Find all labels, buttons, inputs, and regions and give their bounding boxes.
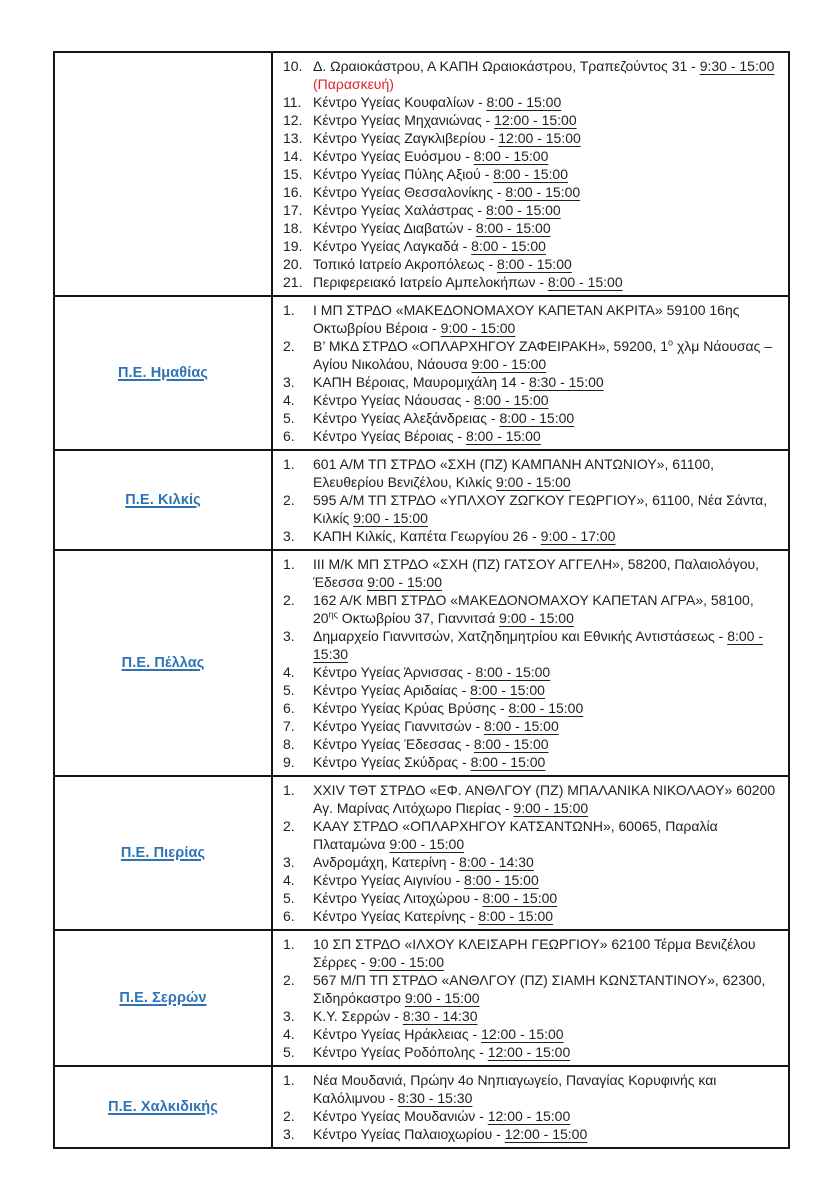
list-item-text: [313, 971, 782, 1007]
item-text: Ι ΜΠ ΣΤΡΔΟ «ΜΑΚΕΔΟΝΟΜΑΧΟΥ ΚΑΠΕΤΑΝ ΑΚΡΙΤΑ» 59100 16ης Οκτωβρίου Βέροια -: [313, 302, 740, 336]
item-text: Κέντρο Υγείας Διαβατών -: [313, 220, 476, 236]
list-item-text: [313, 183, 782, 201]
item-hours: 9:30 - 15:00: [699, 58, 775, 74]
item-hours: 8:00 - 15:00: [473, 392, 549, 408]
item-hours: 8:30 - 15:00: [528, 374, 604, 390]
item-hours: 8:00 - 15:00: [482, 890, 558, 906]
list-item-text: [313, 1043, 782, 1061]
vaccination-sites-schedule-table: [53, 51, 790, 1149]
table-row: [54, 930, 789, 1066]
list-item-text: [313, 455, 782, 491]
item-hours: 8:00 - 15:00: [499, 410, 575, 426]
item-superscript: ης: [328, 609, 338, 620]
locations-cell: [272, 52, 789, 296]
list-item: [283, 527, 782, 545]
list-item-number: 3.: [283, 374, 295, 390]
list-item-text: [313, 717, 782, 735]
list-item-number: 11.: [283, 94, 302, 110]
list-item: [283, 871, 782, 889]
region-label: Π.Ε. Κιλκίς: [125, 492, 201, 508]
list-item-text: [313, 391, 782, 409]
item-text: Κέντρο Υγείας Πύλης Αξιού -: [313, 166, 494, 182]
item-hours: 9:00 - 15:00: [513, 800, 589, 816]
item-text: XXIV ΤΘΤ ΣΤΡΔΟ «ΕΦ. ΑΝΘΛΓΟΥ (ΠΖ) ΜΠΑΛΑΝΙΚΑ ΝΙΚΟΛΑΟΥ» 60200 Αγ. Μαρίνας Λιτόχωρο Πιερίας -: [313, 782, 776, 816]
item-text: Κέντρο Υγείας Μουδανιών -: [313, 1108, 488, 1124]
item-text: Δ. Ωραιοκάστρου, Α ΚΑΠΗ Ωραιοκάστρου, Τραπεζούντος 31 -: [313, 58, 700, 74]
item-text: Β’ ΜΚΔ ΣΤΡΔΟ «ΟΠΛΑΡΧΗΓΟΥ ΖΑΦΕΙΡΑΚΗ», 59200, 1: [313, 338, 669, 354]
list-item-number: 8.: [283, 736, 295, 752]
locations-cell: [272, 296, 789, 450]
list-item-text: [313, 491, 782, 527]
list-item: [283, 781, 782, 817]
list-item-text: [313, 555, 782, 591]
list-item-number: 17.: [283, 202, 303, 218]
list-item: [283, 491, 782, 527]
list-item: [283, 1043, 782, 1061]
item-text: Τοπικό Ιατρείο Ακροπόλεως -: [313, 256, 498, 272]
item-hours: 8:00 - 15:00: [473, 736, 549, 752]
item-hours: 12:00 - 15:00: [498, 130, 581, 146]
list-item-text: [313, 427, 782, 445]
item-text: Νέα Μουδανιά, Πρώην 4ο Νηπιαγωγείο, Παναγίας Κορυφινής και Καλόλιμνου -: [313, 1072, 717, 1106]
list-item-number: 1.: [283, 556, 295, 572]
region-label: Π.Ε. Ημαθίας: [117, 365, 208, 381]
list-item-number: 10.: [283, 58, 303, 74]
list-item-text: [313, 111, 782, 129]
item-hours: 12:00 - 15:00: [494, 112, 577, 128]
list-item-number: 1.: [283, 782, 295, 798]
item-text: Κ.Υ. Σερρών -: [313, 1008, 403, 1024]
list-item-text: [313, 219, 782, 237]
list-item-text: [313, 1107, 782, 1125]
item-hours: 9:00 - 15:00: [369, 954, 444, 970]
item-hours: 8:00 - 15:00: [475, 664, 551, 680]
item-hours: 8:00 - 15:00: [470, 754, 546, 770]
list-item: [283, 183, 782, 201]
list-item: [283, 935, 782, 971]
list-item: [283, 627, 782, 663]
list-item-number: 3.: [283, 528, 295, 544]
list-item-text: [313, 301, 782, 337]
region-cell: [54, 930, 272, 1066]
item-hours: 8:00 - 15:00: [473, 148, 549, 164]
table-row: [54, 450, 789, 550]
item-text: Κέντρο Υγείας Αλεξάνδρειας -: [313, 410, 500, 426]
item-text: ΙΙΙ Μ/Κ ΜΠ ΣΤΡΔΟ «ΣΧΗ (ΠΖ) ΓΑΤΣΟΥ ΑΓΓΕΛΗ», 58200, Παλαιολόγου, Έδεσσα: [313, 556, 760, 590]
region-cell: [54, 1066, 272, 1148]
list-item-number: 3.: [283, 1126, 295, 1142]
list-item-number: 9.: [283, 754, 295, 770]
list-item-text: [313, 527, 782, 545]
item-superscript: ο: [668, 337, 674, 348]
list-item-text: [313, 817, 782, 853]
list-item-number: 5.: [283, 410, 295, 426]
list-item-text: [313, 591, 782, 627]
list-item: [283, 111, 782, 129]
item-text: Κέντρο Υγείας Λιτοχώρου -: [313, 890, 483, 906]
list-item-text: [313, 781, 782, 817]
item-text: Κέντρο Υγείας Κρύας Βρύσης -: [313, 700, 509, 716]
item-text: Κέντρο Υγείας Αριδαίας -: [313, 682, 471, 698]
item-hours: 8:00 - 15:00: [470, 682, 545, 698]
list-item-number: 5.: [283, 890, 295, 906]
list-item-number: 13.: [283, 130, 303, 146]
item-text: Κέντρο Υγείας Θεσσαλονίκης -: [313, 184, 506, 200]
list-item-text: [313, 663, 782, 681]
region-cell: [54, 776, 272, 930]
region-cell: [54, 550, 272, 776]
item-note-red: (Παρασκευή): [313, 76, 394, 92]
region-label: Π.Ε. Χαλκιδικής: [108, 1099, 218, 1115]
locations-cell: [272, 550, 789, 776]
item-text: 601 Α/Μ ΤΠ ΣΤΡΔΟ «ΣΧΗ (ΠΖ) ΚΑΜΠΑΝΗ ΑΝΤΩΝΙΟΥ», 61100, Ελευθερίου Βενιζέλου, Κιλκίς: [313, 456, 715, 490]
list-item-text: [313, 273, 782, 291]
list-item: [283, 337, 782, 373]
list-item-text: [313, 699, 782, 717]
list-item-text: [313, 201, 782, 219]
item-text: Κέντρο Υγείας Παλαιοχωρίου -: [313, 1126, 505, 1142]
item-text: Κέντρο Υγείας Κατερίνης -: [313, 908, 479, 924]
list-item: [283, 373, 782, 391]
table-row: [54, 776, 789, 930]
list-item-number: 1.: [283, 936, 295, 952]
item-hours: 9:00 - 15:00: [389, 836, 465, 852]
locations-cell: [272, 930, 789, 1066]
item-hours: 9:00 - 15:00: [353, 510, 428, 526]
list-item-number: 18.: [283, 220, 303, 236]
list-item-text: [313, 871, 782, 889]
list-item-number: 4.: [283, 392, 295, 408]
list-item: [283, 129, 782, 147]
list-item-number: 2.: [283, 338, 295, 354]
item-text: 10 ΣΠ ΣΤΡΔΟ «ΙΛΧΟΥ ΚΛΕΙΣΑΡΗ ΓΕΩΡΓΙΟΥ» 62100 Τέρμα Βενιζέλου Σέρρες -: [313, 936, 756, 970]
item-text: Κέντρο Υγείας Γιαννιτσών -: [313, 718, 485, 734]
list-item: [283, 165, 782, 183]
list-item-number: 2.: [283, 972, 295, 988]
list-item: [283, 273, 782, 291]
list-item-text: [313, 735, 782, 753]
list-item-number: 6.: [283, 428, 295, 444]
list-item-number: 14.: [283, 148, 303, 164]
item-hours: 8:00 - 15:00: [471, 238, 546, 254]
list-item-number: 5.: [283, 1044, 295, 1060]
item-hours: 8:00 - 15:00: [547, 274, 623, 290]
list-item-text: [313, 337, 782, 373]
list-item: [283, 889, 782, 907]
list-item: [283, 255, 782, 273]
locations-cell: [272, 450, 789, 550]
list-item-number: 2.: [283, 818, 295, 834]
item-text: Κέντρο Υγείας Αιγινίου -: [313, 872, 465, 888]
list-item-number: 4.: [283, 1026, 295, 1042]
item-hours: 8:00 - 15:00: [505, 184, 581, 200]
list-item: [283, 455, 782, 491]
item-text: Κέντρο Υγείας Κουφαλίων -: [313, 94, 487, 110]
list-item-number: 2.: [283, 1108, 295, 1124]
table-row: [54, 1066, 789, 1148]
item-hours: 8:30 - 14:30: [402, 1008, 478, 1024]
list-item-number: 21.: [283, 274, 303, 290]
list-item-number: 4.: [283, 872, 295, 888]
locations-cell: [272, 776, 789, 930]
list-item: [283, 237, 782, 255]
item-text: Κέντρο Υγείας Λαγκαδά -: [313, 238, 472, 254]
list-item: [283, 1071, 782, 1107]
list-item-text: [313, 129, 782, 147]
region-label: Π.Ε. Πέλλας: [121, 655, 205, 671]
list-item-text: [313, 147, 782, 165]
item-hours: 12:00 - 15:00: [504, 1126, 588, 1142]
item-hours: 8:00 - 15:00: [465, 428, 541, 444]
item-text: Κέντρο Υγείας Μηχανιώνας -: [313, 112, 495, 128]
item-text: Κέντρο Υγείας Ευόσμου -: [313, 148, 474, 164]
item-hours: 8:00 - 15:00: [475, 220, 551, 236]
list-item: [283, 1125, 782, 1143]
list-item-number: 6.: [283, 700, 295, 716]
list-item-text: [313, 409, 782, 427]
list-item-text: [313, 753, 782, 771]
list-item-number: 5.: [283, 682, 295, 698]
list-item-number: 2.: [283, 592, 295, 608]
item-hours: 9:00 - 15:00: [499, 610, 574, 626]
list-item: [283, 147, 782, 165]
region-cell: [54, 450, 272, 550]
list-item-text: [313, 1025, 782, 1043]
list-item: [283, 817, 782, 853]
item-hours: 9:00 - 15:00: [495, 474, 571, 490]
list-item-number: 20.: [283, 256, 303, 272]
list-item-number: 3.: [283, 854, 295, 870]
item-hours: 9:00 - 15:00: [440, 320, 516, 336]
list-item-text: [313, 255, 782, 273]
list-item-text: [313, 93, 782, 111]
list-item-number: 2.: [283, 492, 295, 508]
list-item-text: [313, 237, 782, 255]
list-item: [283, 57, 782, 93]
item-text: Κέντρο Υγείας Έδεσσας -: [313, 736, 474, 752]
list-item: [283, 735, 782, 753]
region-label: Π.Ε. Σερρών: [119, 990, 207, 1006]
item-hours: 8:00 - 15:30: [313, 628, 763, 662]
item-text: Κέντρο Υγείας Νάουσας -: [313, 392, 474, 408]
item-text: Κέντρο Υγείας Ζαγκλιβερίου -: [313, 130, 499, 146]
item-text: 567 Μ/Π ΤΠ ΣΤΡΔΟ «ΑΝΘΛΓΟΥ (ΠΖ) ΣΙΑΜΗ ΚΩΝΣΤΑΝΤΙΝΟΥ», 62300, Σιδηρόκαστρο: [313, 972, 766, 1006]
list-item: [283, 93, 782, 111]
table-row: [54, 52, 789, 296]
item-hours: 9:00 - 15:00: [471, 356, 547, 372]
list-item-text: [313, 907, 782, 925]
list-item-number: 16.: [283, 184, 303, 200]
list-item-number: 3.: [283, 1008, 295, 1024]
list-item: [283, 555, 782, 591]
list-item: [283, 591, 782, 627]
list-item: [283, 391, 782, 409]
list-item: [283, 699, 782, 717]
list-item-number: 15.: [283, 166, 303, 182]
list-item: [283, 681, 782, 699]
schedule-table-body: [54, 52, 789, 1148]
list-item: [283, 1107, 782, 1125]
list-item: [283, 1025, 782, 1043]
list-item-number: 12.: [283, 112, 303, 128]
item-hours: 8:00 - 14:30: [459, 854, 534, 870]
region-cell: [54, 296, 272, 450]
region-label: Π.Ε. Πιερίας: [120, 845, 206, 861]
list-item: [283, 717, 782, 735]
item-hours: 8:00 - 15:00: [493, 166, 568, 182]
item-text: Κέντρο Υγείας Ηράκλειας -: [313, 1026, 482, 1042]
list-item-text: [313, 627, 782, 663]
item-text: Περιφερειακό Ιατρείο Αμπελοκήπων -: [313, 274, 548, 290]
item-hours: 12:00 - 15:00: [487, 1044, 571, 1060]
list-item: [283, 301, 782, 337]
list-item-number: 3.: [283, 628, 295, 644]
item-text: Κέντρο Υγείας Χαλάστρας -: [313, 202, 486, 218]
item-hours: 9:00 - 17:00: [540, 528, 616, 544]
item-text: χλμ Νάουσας – Αγίου Νικολάου, Νάουσα: [313, 338, 773, 372]
item-text: 162 Α/Κ ΜΒΠ ΣΤΡΔΟ «ΜΑΚΕΔΟΝΟΜΑΧΟΥ ΚΑΠΕΤΑΝ ΑΓΡΑ», 58100, 20: [313, 592, 754, 626]
list-item-text: [313, 935, 782, 971]
item-hours: 8:00 - 15:00: [485, 202, 561, 218]
table-row: [54, 296, 789, 450]
item-hours: 12:00 - 15:00: [487, 1108, 571, 1124]
list-item: [283, 219, 782, 237]
item-hours: 8:00 - 15:00: [464, 872, 539, 888]
item-text: 595 Α/Μ ΤΠ ΣΤΡΔΟ «ΥΠΛΧΟΥ ΖΩΓΚΟΥ ΓΕΩΡΓΙΟΥ», 61100, Νέα Σάντα, Κιλκίς: [313, 492, 768, 526]
list-item: [283, 971, 782, 1007]
list-item: [283, 753, 782, 771]
list-item-text: [313, 889, 782, 907]
list-item-text: [313, 57, 782, 93]
item-hours: 8:00 - 15:00: [497, 256, 572, 272]
item-text: ΚΑΠΗ Βέροιας, Μαυρομιχάλη 14 -: [313, 374, 529, 390]
item-text: ΚΑΠΗ Κιλκίς, Καπέτα Γεωργίου 26 -: [313, 528, 541, 544]
item-hours: 9:00 - 15:00: [404, 990, 480, 1006]
list-item-text: [313, 1071, 782, 1107]
item-text: Κέντρο Υγείας Βέροιας -: [313, 428, 466, 444]
list-item-text: [313, 373, 782, 391]
item-hours: 8:30 - 15:30: [397, 1090, 473, 1106]
list-item-number: 7.: [283, 718, 295, 734]
item-text: Ανδρομάχη, Κατερίνη -: [313, 854, 460, 870]
list-item: [283, 853, 782, 871]
item-hours: 12:00 - 15:00: [481, 1026, 564, 1042]
region-cell: [54, 52, 272, 296]
item-hours: 8:00 - 15:00: [484, 718, 559, 734]
list-item-number: 1.: [283, 456, 295, 472]
item-text: ΚΑΑΥ ΣΤΡΔΟ «ΟΠΛΑΡΧΗΓΟΥ ΚΑΤΣΑΝΤΩΝΗ», 60065, Παραλία Πλαταμώνα: [313, 818, 718, 852]
list-item: [283, 409, 782, 427]
list-item-text: [313, 1125, 782, 1143]
list-item-number: 1.: [283, 302, 295, 318]
list-item-number: 6.: [283, 908, 295, 924]
table-row: [54, 550, 789, 776]
list-item-text: [313, 1007, 782, 1025]
list-item: [283, 663, 782, 681]
item-hours: 8:00 - 15:00: [478, 908, 554, 924]
item-hours: 9:00 - 15:00: [367, 574, 443, 590]
item-text: Οκτωβρίου 37, Γιαννιτσά: [337, 610, 500, 626]
list-item-text: [313, 165, 782, 183]
list-item: [283, 201, 782, 219]
list-item: [283, 907, 782, 925]
item-text: Κέντρο Υγείας Σκύδρας -: [313, 754, 471, 770]
list-item-number: 1.: [283, 1072, 295, 1088]
list-item: [283, 1007, 782, 1025]
list-item-number: 4.: [283, 664, 295, 680]
list-item: [283, 427, 782, 445]
list-item-number: 19.: [283, 238, 303, 254]
item-text: Δημαρχείο Γιαννιτσών, Χατζηδημητρίου και Εθνικής Αντιστάσεως -: [313, 628, 728, 644]
item-hours: 8:00 - 15:00: [486, 94, 562, 110]
list-item-text: [313, 853, 782, 871]
list-item-text: [313, 681, 782, 699]
item-text: Κέντρο Υγείας Ροδόπολης -: [313, 1044, 488, 1060]
item-text: Κέντρο Υγείας Άρνισσας -: [313, 664, 476, 680]
item-hours: 8:00 - 15:00: [508, 700, 584, 716]
locations-cell: [272, 1066, 789, 1148]
